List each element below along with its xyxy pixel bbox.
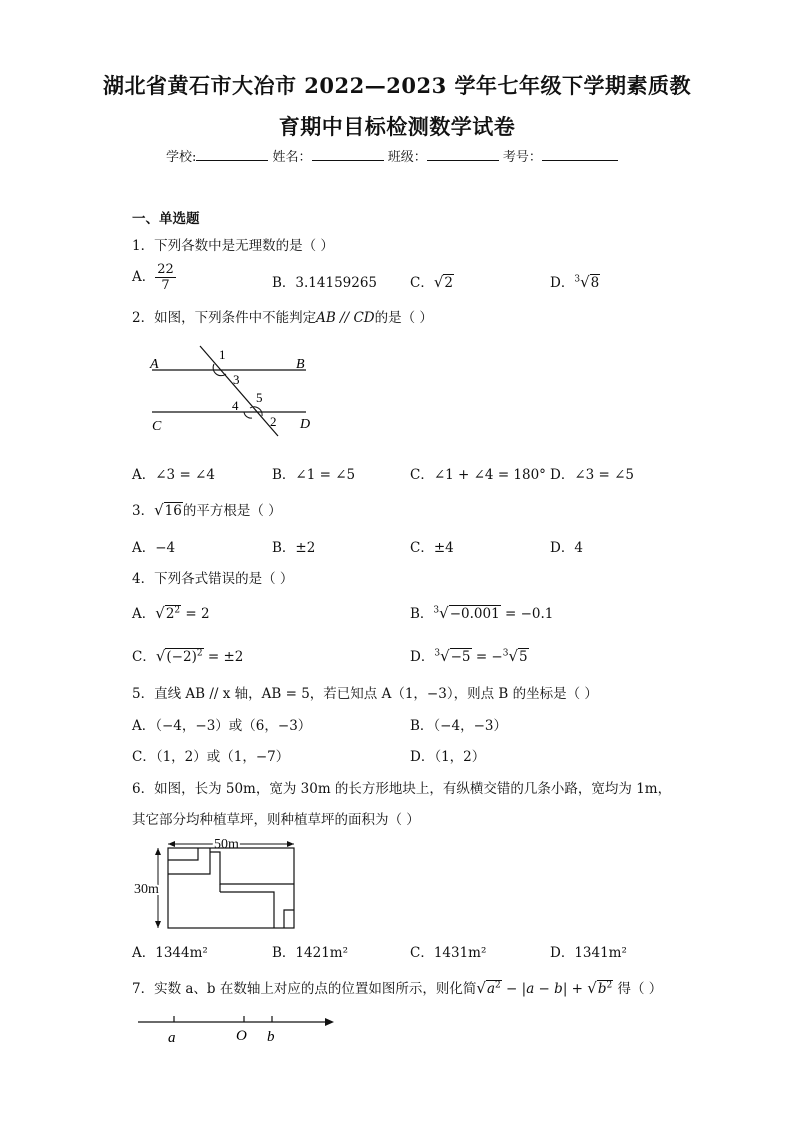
label-a: A — [150, 357, 159, 372]
student-info-line — [166, 146, 618, 165]
q6-option-c: C．1431m² — [410, 945, 487, 961]
q1-option-c: C．√2 — [410, 273, 453, 291]
angle-label-5: 5 — [256, 390, 263, 405]
label-b: B — [296, 357, 305, 372]
q5-stem: 5．直线 AB // x 轴，AB = 5，若已知点 A（1，−3），则点 B 的坐标是（ ） — [132, 686, 598, 702]
q5-option-d: D．（1，2） — [410, 749, 486, 765]
label-c: C — [152, 419, 162, 434]
q6-option-a: A．1344m² — [132, 945, 208, 961]
q5-option-a: A．（−4，−3）或（6，−3） — [132, 718, 312, 734]
q4-option-d: D．$^3$√−5 = −$^3$√5 — [410, 647, 528, 665]
q3-option-a: A．−4 — [132, 540, 176, 556]
q2-option-d: D．∠3 = ∠5 — [550, 467, 635, 483]
q2-option-b: B．∠1 = ∠5 — [272, 467, 356, 483]
q6-option-b: B．1421m² — [272, 945, 348, 961]
q3-option-c: C．±4 — [410, 540, 454, 556]
q4-option-a: A．$√2^2 = 2$ — [132, 604, 210, 622]
q2-option-a: A．∠3 = ∠4 — [132, 467, 215, 483]
path-5 — [284, 910, 294, 928]
q1-option-d: D．$^3$√8 — [550, 273, 600, 291]
q3-option-d: D．4 — [550, 540, 583, 556]
angle-label-2: 2 — [270, 414, 277, 429]
q4-stem: 4．下列各式错误的是（ ） — [132, 571, 294, 587]
q1-stem: 1．下列各数中是无理数的是（ ） — [132, 238, 334, 254]
page-title-line2: 育期中目标检测数学试卷 — [278, 114, 516, 139]
class-blank — [427, 148, 499, 161]
field-paths-figure — [134, 834, 304, 934]
q5-option-c: C．（1，2）或（1，−7） — [132, 749, 290, 765]
transversal — [200, 346, 278, 436]
q5-option-b: B．（−4，−3） — [410, 718, 507, 734]
path-4 — [220, 892, 274, 928]
page-title-line1: 湖北省黄石市大冶市 2022—2023 学年七年级下学期素质教 — [102, 73, 691, 98]
point-a-label: a — [168, 1030, 176, 1046]
exam-no-blank — [542, 148, 618, 161]
section-heading: 一、单选题 — [132, 211, 200, 227]
q6-option-d: D．1341m² — [550, 945, 627, 961]
label-d: D — [300, 417, 311, 432]
q6-stem-line1: 6．如图，长为 50m，宽为 30m 的长方形地块上，有纵横交错的几条小路，宽均为 1m， — [132, 781, 672, 797]
q7-stem: 7．实数 a、b 在数轴上对应的点的位置如图所示，则化简$√a^2 - |a - b| + √b^2$ 得（ ） — [132, 979, 663, 997]
q3-option-b: B．±2 — [272, 540, 316, 556]
path-1 — [168, 848, 198, 860]
point-b-label: b — [267, 1029, 275, 1045]
width-label: 50m — [214, 837, 239, 852]
exam-no-label: 考号： — [502, 150, 542, 165]
q1-option-b: B．3.14159265 — [272, 275, 378, 291]
path-3 — [210, 852, 294, 884]
q1-option-a: A． $\frac{22}{7}$ — [132, 262, 174, 293]
angle-label-3: 3 — [233, 372, 240, 387]
name-blank — [312, 148, 384, 161]
class-label: 班级： — [387, 150, 427, 165]
height-label: 30m — [134, 882, 159, 897]
school-label: 学校: — [166, 150, 197, 165]
number-line-figure — [134, 1008, 344, 1048]
angle-4-arc — [244, 412, 252, 418]
fraction: $\frac{22}{7}$ — [157, 262, 174, 293]
origin-label: O — [236, 1028, 247, 1044]
q6-stem-line2: 其它部分均种植草坪，则种植草坪的面积为（ ） — [132, 812, 420, 828]
path-2 — [168, 848, 210, 874]
q4-option-b: B．$^3$√−0.001 = −0.1 — [410, 604, 554, 622]
parallel-lines-figure — [140, 338, 330, 438]
axis-arrow-icon — [325, 1018, 334, 1026]
angle-label-4: 4 — [232, 398, 239, 413]
q2-option-c: C．∠1 + ∠4 = 180° — [410, 467, 546, 483]
school-blank — [196, 148, 268, 161]
name-label: 姓名： — [272, 150, 312, 165]
angle-label-1: 1 — [219, 347, 226, 362]
q2-stem: 2．如图，下列条件中不能判定AB // CD的是（ ） — [132, 310, 433, 326]
q4-option-c: C．$√(-2)^2 = \pm 2$ — [132, 647, 244, 665]
q3-stem: 3．√16的平方根是（ ） — [132, 501, 282, 519]
